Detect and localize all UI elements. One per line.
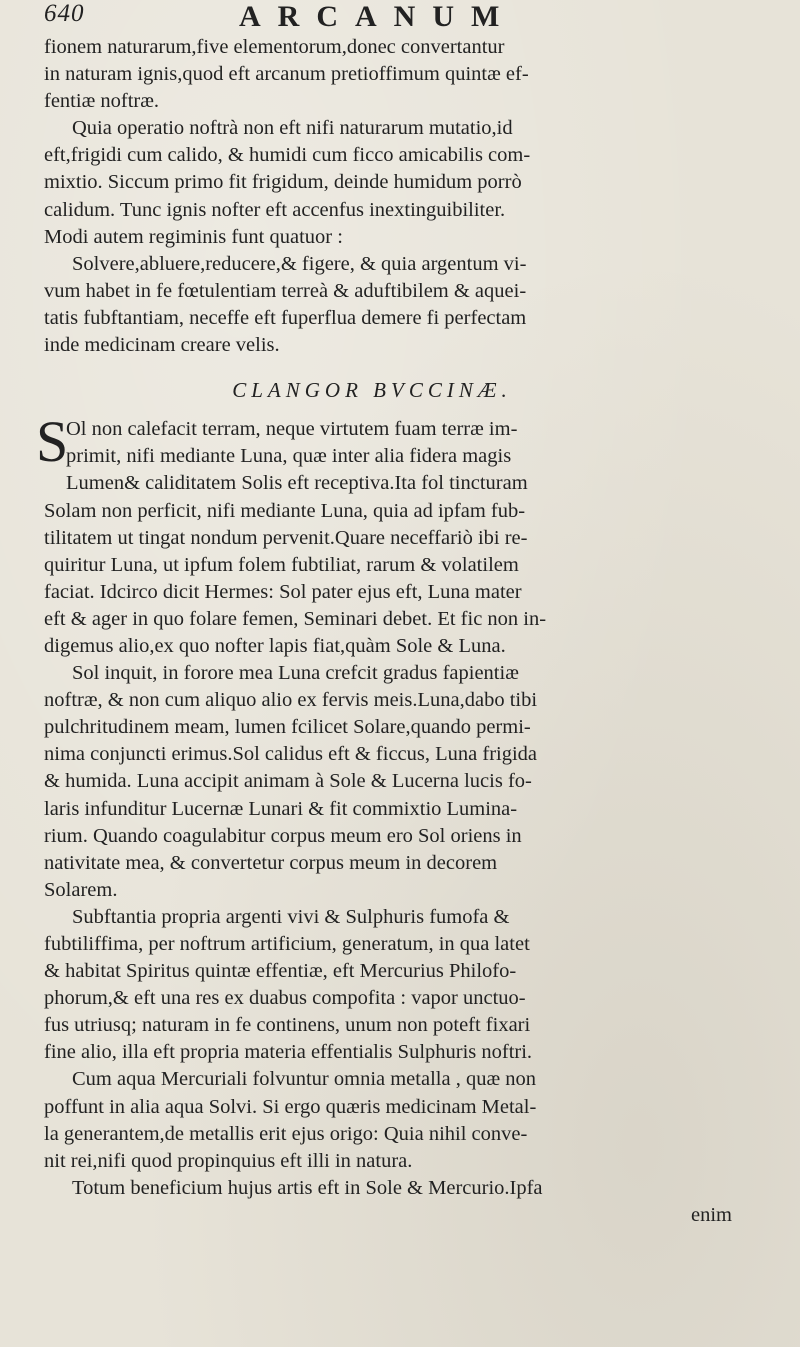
text-line: Solvere,abluere,reducere,& figere, & quia argentum vi-: [72, 252, 527, 275]
text-line: Solam non perficit, nifi mediante Luna, quia ad ipfam fub-: [44, 499, 526, 522]
text-line: noftræ, & non cum aliquo alio ex fervis meis.Luna,dabo tibi: [44, 689, 538, 712]
section-heading: CLANGOR BVCCINÆ.: [232, 378, 512, 403]
text-line: tilitatem ut tingat nondum pervenit.Quare neceffariò ibi re-: [44, 526, 528, 549]
running-title: ARCANUM: [239, 0, 517, 33]
text-line: Modi autem regiminis funt quatuor :: [44, 225, 343, 248]
text-line: inde medicinam creare velis.: [44, 334, 280, 357]
text-line: & humida. Luna accipit animam à Sole & Lucerna lucis fo-: [44, 770, 532, 793]
text-line: Subftantia propria argenti vivi & Sulphuris fumofa &: [72, 905, 510, 928]
text-line: calidum. Tunc ignis nofter eft accenfus inextinguibiliter.: [44, 198, 506, 221]
text-line: laris infunditur Lucernæ Lunari & fit commixtio Lumina-: [44, 797, 518, 820]
body-text: [36, 34, 770, 1229]
text-line: fionem naturarum,five elementorum,donec convertantur: [44, 36, 505, 58]
text-line: fentiæ noftræ.: [44, 90, 160, 113]
paragraph-2: [44, 115, 770, 250]
text-line: nit rei,nifi quod propinquius eft illi in natura.: [44, 1149, 413, 1172]
text-line: tatis fubftantiam, neceffe eft fuperflua demere fi perfectam: [44, 306, 527, 329]
running-head: [44, 0, 770, 34]
paragraph-5: [44, 660, 770, 904]
text-line: poffunt in alia aqua Solvi. Si ergo quæris medicinam Metal-: [44, 1095, 537, 1118]
text-line: fus utriusq; naturam in fe continens, unum non poteft fixari: [44, 1014, 531, 1037]
paragraph-1: [44, 34, 770, 115]
drop-cap: S: [36, 409, 69, 475]
text-line: pulchritudinem meam, lumen fcilicet Solare,quando permi-: [44, 716, 531, 739]
text-line: Ol non calefacit terram, neque virtutem fuam terræ im-: [66, 418, 518, 441]
text-line: fine alio, illa eft propria materia effentialis Sulphuris noftri.: [44, 1041, 533, 1064]
text-line: eft & ager in quo folare femen, Seminari debet. Et fic non in-: [44, 607, 547, 630]
text-line: nativitate mea, & convertetur corpus meum in decorem: [44, 851, 498, 874]
text-line: vum habet in fe fœtulentiam terreà & aduftibilem & aquei-: [44, 279, 527, 302]
text-line: in naturam ignis,quod eft arcanum pretioffimum quintæ ef-: [44, 63, 529, 86]
text-line: Lumen& caliditatem Solis eft receptiva.Ita fol tincturam: [66, 472, 528, 495]
page-number: 640: [44, 0, 85, 27]
paragraph-6: [44, 904, 770, 1067]
text-line: Quia operatio noftrà non eft nifi naturarum mutatio,id: [72, 117, 513, 140]
text-line: digemus alio,ex quo nofter lapis fiat,quàm Sole & Luna.: [44, 634, 506, 657]
text-line: phorum,& eft una res ex duabus compofita : vapor unctuo-: [44, 987, 526, 1010]
text-line: quiritur Luna, ut ipfum folem fubtiliat, rarum & volatilem: [44, 553, 519, 576]
text-line: Sol inquit, in forore mea Luna crefcit gradus fapientiæ: [72, 662, 519, 685]
text-line: Cum aqua Mercuriali folvuntur omnia metalla , quæ non: [72, 1068, 536, 1091]
paragraph-7: [44, 1066, 770, 1174]
catchword: enim: [691, 1203, 732, 1226]
text-line: Solarem.: [44, 878, 118, 901]
text-line: nima conjuncti erimus.Sol calidus eft & ficcus, Luna frigida: [44, 743, 538, 766]
paragraph-8: [44, 1175, 770, 1202]
text-line: & habitat Spiritus quintæ effentiæ, eft Mercurius Philofo-: [44, 960, 517, 983]
text-line: fubtiliffima, per noftrum artificium, generatum, in qua latet: [44, 933, 530, 955]
paragraph-3: [44, 251, 770, 359]
text-line: eft,frigidi cum calido, & humidi cum ficco amicabilis com-: [44, 144, 531, 167]
text-line: primit, nifi mediante Luna, quæ inter alia fidera magis: [66, 445, 512, 468]
text-line: rium. Quando coagulabitur corpus meum ero Sol oriens in: [44, 824, 522, 847]
text-line: Totum beneficium hujus artis eft in Sole & Mercurio.Ipfa: [72, 1176, 543, 1199]
text-line: la generantem,de metallis erit ejus origo: Quia nihil conve-: [44, 1122, 528, 1145]
paragraph-4: [36, 409, 770, 660]
text-line: mixtio. Siccum primo fit frigidum, deinde humidum porrò: [44, 171, 522, 194]
text-line: faciat. Idcirco dicit Hermes: Sol pater ejus eft, Luna mater: [44, 580, 522, 603]
